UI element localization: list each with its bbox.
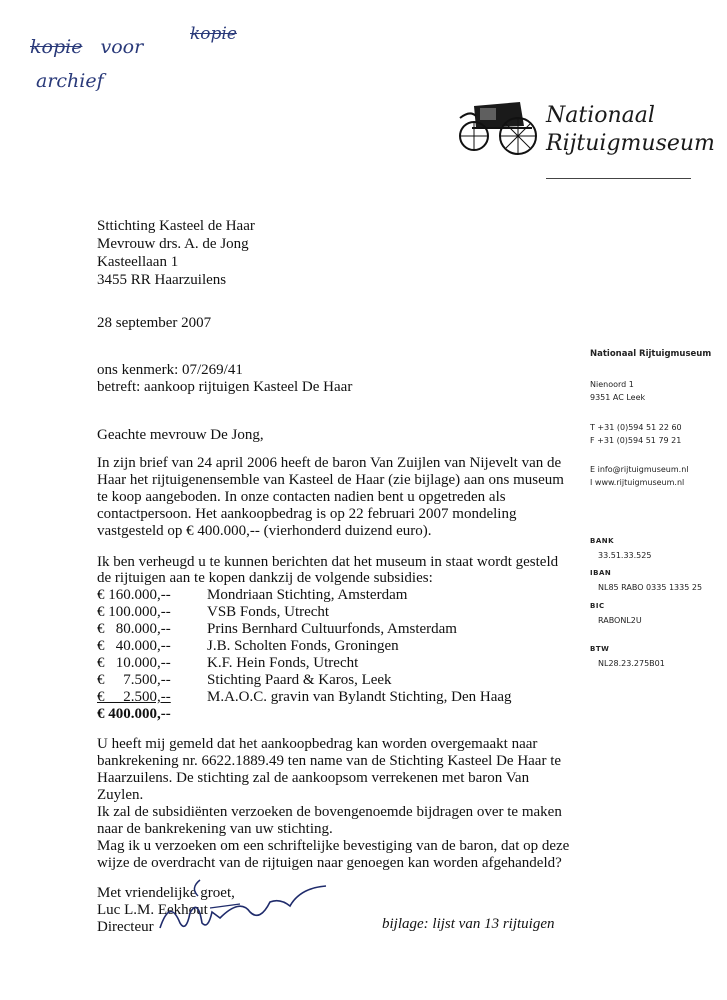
sidebar-web: I www.rijtuigmuseum.nl	[590, 478, 685, 487]
letter-date: 28 september 2007	[97, 315, 212, 331]
subsidy-amount: € 2.500,--	[97, 689, 171, 705]
subsidy-name: Prins Bernhard Cultuurfonds, Amsterdam	[207, 621, 457, 637]
paragraph-line: Zuylen.	[97, 787, 144, 803]
sidebar-bank: 33.51.33.525	[598, 551, 652, 560]
sidebar-btw-label: BTW	[590, 645, 610, 653]
logo-line1: Nationaal	[546, 103, 655, 128]
sidebar-btw: NL28.23.275B01	[598, 659, 665, 668]
sidebar-bic-label: BIC	[590, 602, 605, 610]
address-line: Sttichting Kasteel de Haar	[97, 218, 255, 234]
sidebar-address: 9351 AC Leek	[590, 393, 646, 402]
sidebar-iban: NL85 RABO 0335 1335 25	[598, 583, 703, 592]
subsidy-row	[97, 604, 577, 621]
paragraph-line: Haar het rijtuigenensemble van Kasteel de Haar (zie bijlage) aan ons museum	[97, 472, 564, 488]
paragraph-line: Ik zal de subsidiënten verzoeken de bovengenoemde bijdragen over te maken	[97, 804, 562, 820]
paragraph-line: te koop aangeboden. In onze contacten nadien bent u opgetreden als	[97, 489, 506, 505]
handwritten-note	[30, 36, 143, 58]
subsidy-amount: € 160.000,--	[97, 587, 171, 603]
paragraph-line: wijze de overdracht van de rijtuigen naar genoegen kan worden afgehandeld?	[97, 855, 562, 871]
subject: betreft: aankoop rijtuigen Kasteel De Haar	[97, 379, 353, 395]
subsidy-name: K.F. Hein Fonds, Utrecht	[207, 655, 359, 671]
salutation: Geachte mevrouw De Jong,	[97, 427, 264, 443]
subsidy-amount: € 40.000,--	[97, 638, 171, 654]
closing-greeting: Met vriendelijke groet,	[97, 885, 235, 901]
signature-icon	[150, 868, 330, 938]
attachment-note: bijlage: lijst van 13 rijtuigen	[382, 916, 555, 932]
sidebar-iban-label: IBAN	[590, 569, 612, 577]
address-line: Mevrouw drs. A. de Jong	[97, 236, 249, 252]
subsidy-amount: € 100.000,--	[97, 604, 171, 620]
subsidy-name: VSB Fonds, Utrecht	[207, 604, 330, 620]
subsidy-name: Stichting Paard & Karos, Leek	[207, 672, 392, 688]
paragraph-line: Haarzuilens. De stichting zal de aankoopsom verrekenen met baron Van	[97, 770, 530, 786]
subsidy-row	[97, 689, 577, 706]
sidebar-bank-label: BANK	[590, 537, 615, 545]
handwritten-note-line2: archief	[36, 70, 104, 92]
sidebar-fax: F +31 (0)594 51 79 21	[590, 436, 682, 445]
handwritten-top-word: kopie	[190, 24, 237, 44]
subsidy-name: Mondriaan Stichting, Amsterdam	[207, 587, 408, 603]
paragraph-line: naar de bankrekening van uw stichting.	[97, 821, 333, 837]
subsidy-row	[97, 672, 577, 689]
handwritten-strike-word: kopie	[30, 36, 83, 58]
sidebar-bic: RABONL2U	[598, 616, 642, 625]
logo-name	[546, 102, 715, 158]
subsidy-amount: € 10.000,--	[97, 655, 171, 671]
subsidy-row	[97, 638, 577, 655]
address-line: 3455 RR Haarzuilens	[97, 272, 227, 288]
paragraph-line: vastgesteld op € 400.000,-- (vierhonderd duizend euro).	[97, 523, 432, 539]
sidebar-org: Nationaal Rijtuigmuseum	[590, 349, 712, 359]
paragraph-line: U heeft mij gemeld dat het aankoopbedrag kan worden overgemaakt naar	[97, 736, 538, 752]
sidebar-phone: T +31 (0)594 51 22 60	[590, 423, 682, 432]
subsidy-row	[97, 655, 577, 672]
subsidy-row	[97, 621, 577, 638]
paragraph-line: Ik ben verheugd u te kunnen berichten dat het museum in staat wordt gesteld	[97, 554, 559, 570]
paragraph-line: Mag ik u verzoeken om een schriftelijke bevestiging van de baron, dat op deze	[97, 838, 570, 854]
closing-title: Directeur	[97, 919, 154, 935]
sidebar-address: Nienoord 1	[590, 380, 634, 389]
closing-name: Luc L.M. Eekhout	[97, 902, 208, 918]
address-line: Kasteellaan 1	[97, 254, 179, 270]
subsidy-amount: € 7.500,--	[97, 672, 171, 688]
subsidy-amount: € 80.000,--	[97, 621, 171, 637]
paragraph-line: bankrekening nr. 6622.1889.49 ten name van de Stichting Kasteel De Haar te	[97, 753, 562, 769]
subsidy-total: € 400.000,--	[97, 706, 171, 722]
carriage-logo-icon	[452, 88, 542, 158]
reference: ons kenmerk: 07/269/41	[97, 362, 243, 378]
handwritten-note-word: voor	[100, 36, 144, 58]
logo-line2: Rijtuigmuseum	[546, 131, 715, 156]
logo-underline	[546, 178, 691, 179]
subsidy-name: M.A.O.C. gravin van Bylandt Stichting, Den Haag	[207, 689, 512, 705]
paragraph-line: In zijn brief van 24 april 2006 heeft de baron Van Zuijlen van Nijevelt van de	[97, 455, 562, 471]
subsidy-row	[97, 587, 577, 604]
sidebar-email: E info@rijtuigmuseum.nl	[590, 465, 689, 474]
paragraph-line: de rijtuigen aan te kopen dankzij de volgende subsidies:	[97, 570, 433, 586]
paragraph-line: contactpersoon. Het aankoopbedrag is op 22 februari 2007 mondeling	[97, 506, 517, 522]
subsidy-name: J.B. Scholten Fonds, Groningen	[207, 638, 399, 654]
